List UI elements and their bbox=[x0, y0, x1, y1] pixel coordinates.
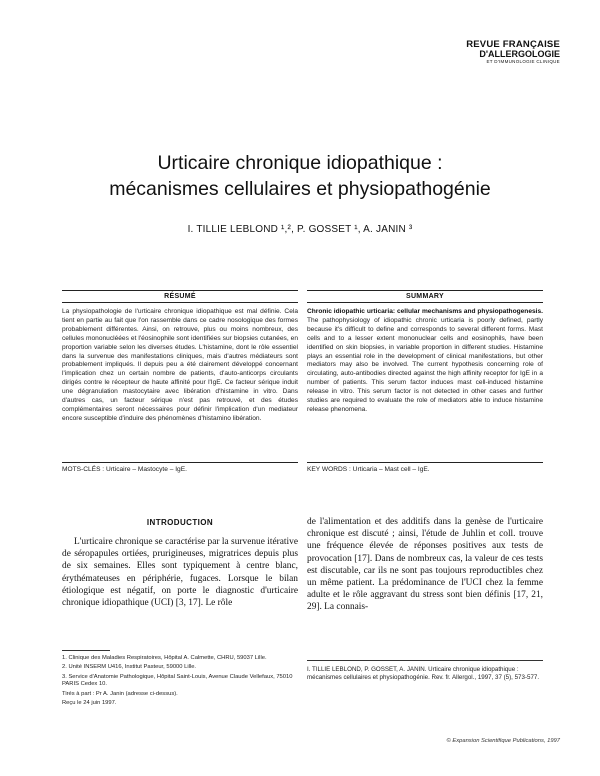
summary-head-rule bbox=[307, 302, 543, 303]
article-title-line1: Urticaire chronique idiopathique : bbox=[157, 152, 443, 174]
article-title bbox=[40, 150, 560, 202]
intro-paragraph-1: L'urticaire chronique se caractérise par la survenue itérative de séropapules ortiées, prurigineuses, migratrices depuis plus de six semaines. Elles sont typiquement à centre blanc, érythémateuses en périphérie, fugaces. Lorsque le bilan étiologique est négatif, on porte le diagnostic d'urticaire chronique idiopathique (UCI) [3, 17]. Le rôle bbox=[62, 537, 298, 609]
footnote-1: 1. Clinique des Maladies Respiratoires, Hôpital A. Calmette, CHRU, 59037 Lille. bbox=[62, 655, 267, 661]
footnote-2: 2. Unité INSERM U416, Institut Pasteur, 59000 Lille. bbox=[62, 664, 197, 671]
intro-right-column bbox=[307, 516, 543, 614]
summary-title: Chronic idiopathic urticaria: cellular mechanisms and physiopathogenesis. bbox=[307, 308, 543, 315]
resume-heading: RÉSUMÉ bbox=[164, 293, 196, 300]
intro-paragraph-continued: de l'alimentation et des additifs dans la genèse de l'urticaire chronique est discuté ; ainsi, l'étude de Juhlin et coll. trouve une fréquence élevée de réponses positives aux tests de provocation [17]. Dans de nombreux cas, la valeur de ces tests est discutable, car ils ne sont pas toujours reproductibles chez un même patient. La prédominance de l'UCI chez la femme adulte et le rôle aggravant du stress sont bien définis [17, 21, 29]. La connais- bbox=[307, 517, 543, 613]
resume-section bbox=[62, 290, 298, 424]
footnote-reprints: Tirés à part : Pr A. Janin (adresse ci-dessus). bbox=[62, 690, 178, 697]
footnote-3: 3. Service d'Anatomie Pathologique, Hôpital Saint-Louis, Avenue Claude Vellefaux, 75010 PARIS Cedex 10. bbox=[62, 673, 293, 688]
article-authors: I. TILLIE LEBLOND ¹,², P. GOSSET ¹, A. JANIN ³ bbox=[187, 224, 413, 235]
article-title-line2: mécanismes cellulaires et physiopathogénie bbox=[109, 178, 491, 200]
intro-left-column bbox=[62, 536, 298, 609]
intro-heading: INTRODUCTION bbox=[146, 518, 214, 527]
summary-keywords: KEY WORDS : Urticaria – Mast cell – IgE. bbox=[307, 466, 430, 473]
footnote-received: Reçu le 24 juin 1997. bbox=[62, 700, 117, 707]
summary-heading: SUMMARY bbox=[405, 293, 444, 300]
journal-name-line1: REVUE FRANÇAISE bbox=[466, 39, 560, 50]
citation-box: I. TILLIE LEBLOND, P. GOSSET, A. JANIN. Urticaire chronique idiopathique : mécanismes cellulaires et physiopathogénie. Rev. fr. Allergol., 1997, 37 (5), 573-577. bbox=[307, 660, 543, 681]
footnotes bbox=[62, 655, 298, 709]
journal-name-line2: D'ALLERGOLOGIE bbox=[479, 48, 560, 59]
resume-head-rule bbox=[62, 302, 298, 303]
summary-body bbox=[307, 308, 543, 415]
summary-keywords-rule bbox=[307, 462, 543, 463]
journal-masthead bbox=[466, 40, 560, 64]
copyright-notice: © Expansion Scientifique Publications, 1997 bbox=[446, 738, 560, 744]
resume-text: La physiopathologie de l'urticaire chronique idiopathique est mal définie. Cela tient en partie au fait que l'on rassemble dans ce cadre nosologique des formes probablement différentes. Ainsi, on retrouve, plus ou moins nombreux, des cellules mononucléées et l'éosinophile sont identifiées sur biopsies cutanées, en proportion variable selon les diverses études. L'histamine, dont le rôle essentiel dans la survenue des manifestations cliniques, mais d'autres médiateurs sont probablement impliqués. Il depuis peu a été clairement développé concernant l'implication chez un certain nombre de patients, d'auto-anticorps circulants dirigés contre le récepteur de haute affinité pour l'IgE. Ce facteur sérique induit une dégranulation mastocytaire avec libération d'histamine in vitro. Dans d'autres cas, un facteur sérique n'est pas retrouvé, et des études complémentaires seront nécessaires pour définir l'implication d'un mediateur encore susceptible d'induire des phénomènes d'histamino libération. bbox=[62, 308, 298, 422]
resume-top-rule bbox=[62, 290, 298, 291]
footnote-rule bbox=[62, 650, 110, 651]
summary-section bbox=[307, 290, 543, 415]
resume-keywords-rule bbox=[62, 462, 298, 463]
summary-top-rule bbox=[307, 290, 543, 291]
journal-name-line3: ET D'IMMUNOLOGIE CLINIQUE bbox=[486, 58, 560, 64]
resume-keywords: MOTS-CLÉS : Urticaire – Mastocyte – IgE. bbox=[62, 466, 187, 473]
summary-text: The pathophysiology of idiopathic chronic urticaria is poorly defined, partly because it's difficult to define and corresponds to several different forms. Mast cells and to a lesser extent mononuclear cells and eosinophils, have been identified on skin biopsies, in variable proportion in different studies. Histamine plays an essential role in the development of clinical manifestations, but other mediators may also be involved. The current hypothesis concerning role of circulating, auto-antibodies directed against the high affinity receptor for IgE in a number of patients. This serum factor induces mast cell-induced histamine release in vitro. This serum factor is not detected in other cases and further studies are required to evaluate the role of mediators able to induce histamine release phenomena. bbox=[307, 316, 543, 413]
